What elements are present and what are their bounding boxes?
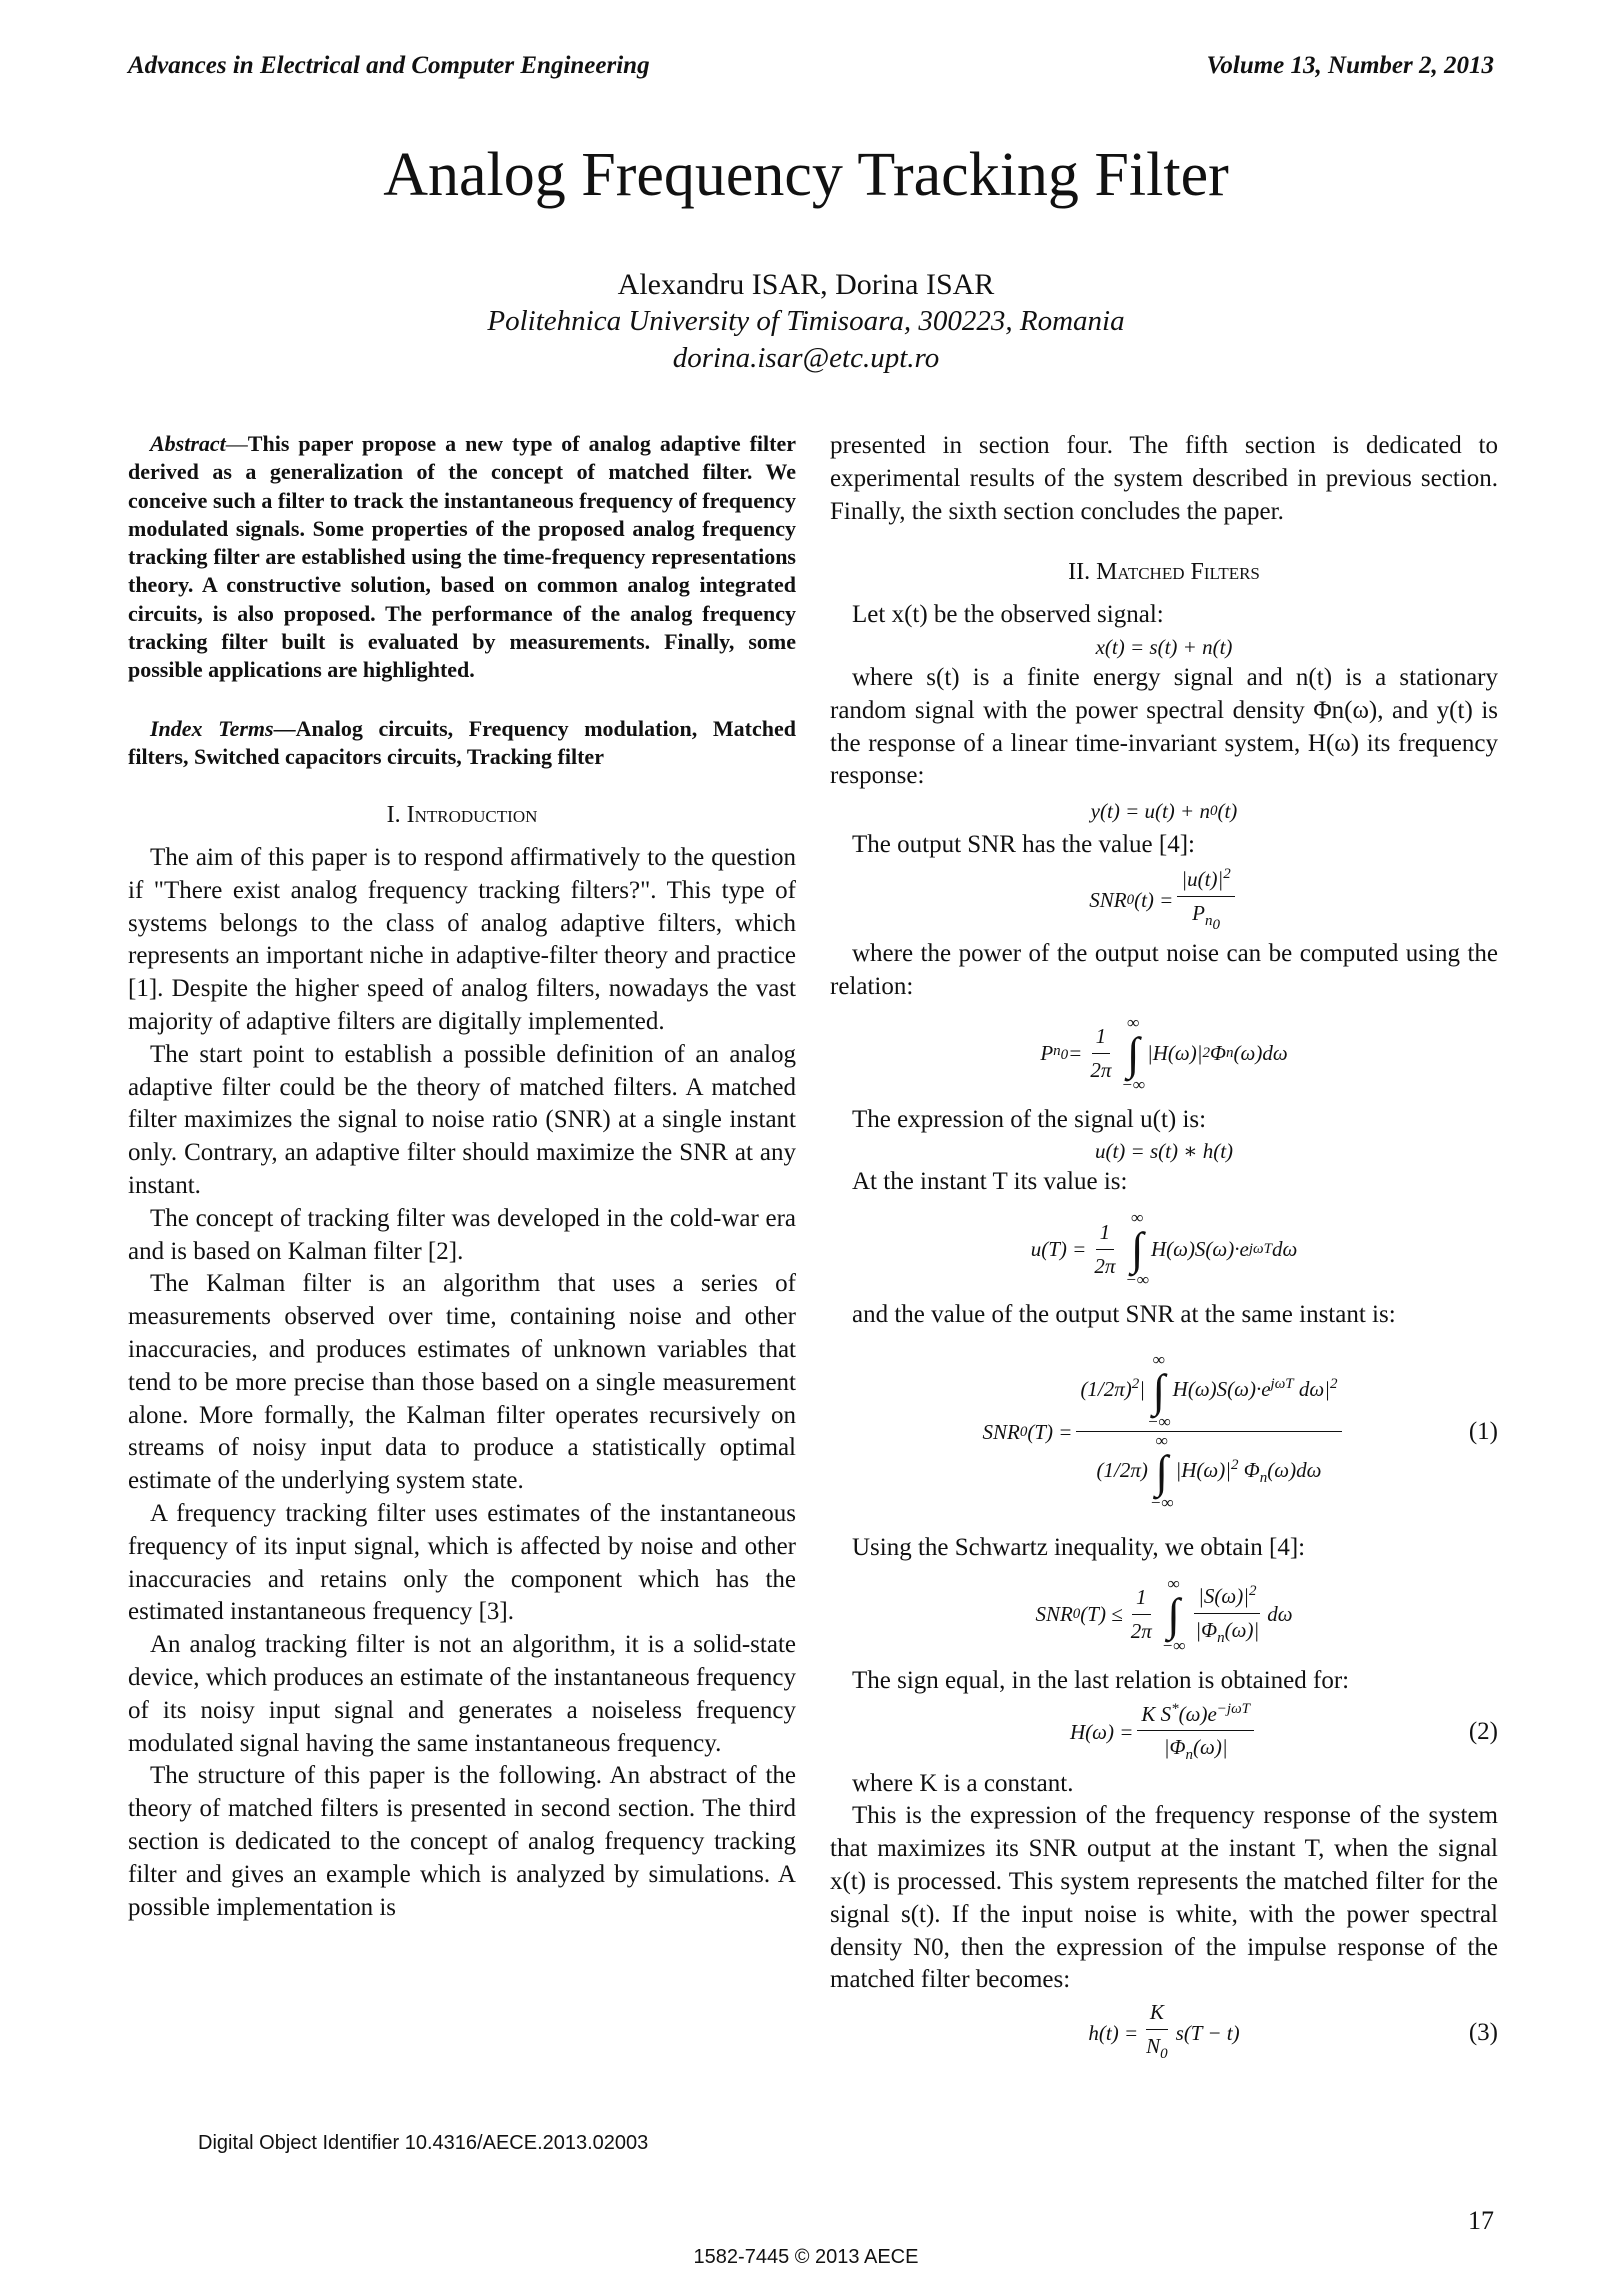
right-column: [830, 430, 1498, 2069]
index-terms-dash: —: [273, 715, 296, 741]
paragraph-constant: where K is a constant.: [852, 1769, 1074, 1797]
abstract-label: Abstract: [150, 431, 226, 456]
doi-footnote[interactable]: Digital Object Identifier 10.4316/AECE.2013.02003: [198, 2132, 649, 2154]
equation-observed-signal: x(t) = s(t) + n(t): [1095, 634, 1233, 659]
index-terms: [128, 715, 796, 772]
paragraph-finite-energy: where s(t) is a finite energy signal and n(t) is a stationary random signal with the power spectral density Φn(ω), and y(t) is the response of a linear time-invariant system, H(ω) its frequency response:: [830, 663, 1498, 790]
paper-title: Analog Frequency Tracking Filter: [383, 141, 1229, 209]
section-number: II.: [1068, 559, 1091, 586]
index-terms-label: Index Terms: [150, 715, 274, 741]
intro-paragraph: An analog tracking filter is not an algorithm, it is a solid-state device, which produces an estimate of the instantaneous frequency of its noisy input signal and generates a noiseless frequency modulated signal having the same instantaneous frequency.: [128, 1631, 796, 1757]
equation-noise-power: P $n_0$ = $\frac{1}{2\pi}$ ∞ ∫ −∞ |H(ω)| 2 Φ n (ω)dω: [1040, 1012, 1288, 1094]
equation-response: y(t) = u(t) + n 0 (t): [1090, 798, 1238, 823]
intro-paragraph: The concept of tracking filter was developed in the cold-war era and is based on Kalman filter [2].: [128, 1204, 796, 1265]
intro-paragraph: The aim of this paper is to respond affirmatively to the question if "There exist analog frequency tracking filters?". This type of systems belongs to the class of analog adaptive filters, which represents an important niche in adaptive-filter theory and practice [1]. Despite the higher speed of analog filters, nowadays the vast majority of adaptive filters are digitally implemented.: [128, 844, 796, 1036]
section-title: Introduction: [406, 802, 538, 829]
equation-schwartz-bound: SNR 0 (T) ≤ $\frac{1}{2\pi}$ ∞ ∫ −∞ $\frac{|S(\omega)|^2}{|\Phi_n(\omega)|}$ dω: [1035, 1573, 1293, 1655]
section-heading-introduction: [128, 799, 796, 832]
left-column: [128, 430, 796, 1924]
equation-snr-at-T: SNR 0 (T) = $(1/2\pi)^2|$ ∞ ∫ −∞ $H(\omega)S(\omega)\cdot e^{j\omega T}$ $d\omega|^2$ (1/2π) ∞ ∫ −∞ $|H(\omega)|^2$ $\Phi_n(\omega)d\omega$ (1): [982, 1350, 1498, 1513]
paragraph-maximizes-snr: This is the expression of the frequency response of the system that maximizes its SNR output at the instant T, when the signal x(t) is processed. This system represents the matched filter for the signal s(t). If the input noise is white, with the power spectral density N0, then the expression of the impulse response of the matched filter becomes:: [830, 1802, 1498, 1994]
paragraph-snr-value: and the value of the output SNR at the same instant is:: [852, 1301, 1396, 1329]
equation-u-at-T: u(T) = $\frac{1}{2\pi}$ ∞ ∫ −∞ H(ω)S(ω)·e jωT dω: [1030, 1208, 1298, 1290]
paragraph-output-snr: The output SNR has the value [4]:: [852, 831, 1195, 859]
equation-convolution: u(t) = s(t) ∗ h(t): [1094, 1138, 1234, 1163]
intro-paragraph: The start point to establish a possible definition of an analog adaptive filter could be the theory of matched filters. A matched filter maximizes the signal to noise ratio (SNR) at a single instant only. Contrary, an adaptive filter should maximize the SNR at any instant.: [128, 1040, 796, 1200]
abstract: [128, 430, 796, 685]
index-terms-text: Analog circuits, Frequency modulation, Matched filters, Switched capacitors circuits, Tracking filter: [128, 715, 796, 769]
section-heading-matched-filters: [830, 556, 1498, 589]
section-number: I.: [386, 802, 401, 829]
section-title: Matched Filters: [1096, 559, 1260, 586]
abstract-text: This paper propose a new type of analog adaptive filter derived as a generalization of the concept of matched filter. We conceive such a filter to track the instantaneous frequency of frequency modulated signals. Some properties of the proposed analog frequency tracking filter are established using the time-frequency representations theory. A constructive solution, based on common analog integrated circuits, is also proposed. The performance of the analog frequency tracking filter built is evaluated by measurements. Finally, some possible applications are highlighted.: [128, 431, 796, 683]
affiliation: Politehnica University of Timisoara, 300223, Romania: [487, 305, 1125, 337]
abstract-dash: —: [225, 431, 248, 456]
intro-paragraph: The Kalman filter is an algorithm that uses a series of measurements observed over time, containing noise and other inaccuracies, and produces estimates of unknown variables that tend to be more precise than those based on a single measurement alone. More formally, the Kalman filter operates recursively on streams of noisy input data to produce a statistically optimal estimate of the underlying system state.: [128, 1270, 796, 1495]
paragraph-schwartz: Using the Schwartz inequality, we obtain [4]:: [852, 1533, 1306, 1561]
paragraph-observed-signal: Let x(t) be the observed signal:: [852, 601, 1164, 629]
intro-paragraph: A frequency tracking filter uses estimates of the instantaneous frequency of its input signal, which is affected by noise and other inaccuracies and retains only the component which has the estimated instantaneous frequency [3].: [128, 1500, 796, 1626]
paragraph-sign-equal: The sign equal, in the last relation is obtained for:: [852, 1666, 1350, 1694]
paragraph-noise-power: where the power of the output noise can be computed using the relation:: [830, 939, 1498, 1000]
equation-snr-definition: SNR 0 (t) = $\frac{|u(t)|^2}{P_{n_0}}$: [830, 862, 1498, 938]
volume-info: Volume 13, Number 2, 2013: [1206, 52, 1494, 79]
intro-paragraph: The structure of this paper is the following. An abstract of the theory of matched filters is presented in second section. The third section is dedicated to the concept of analog frequency tracking filter and gives an example which is analyzed by simulations. A possible implementation is: [128, 1762, 796, 1921]
equation-number: (2): [1468, 1718, 1498, 1746]
paragraph-instant: At the instant T its value is:: [852, 1168, 1128, 1196]
intro-continuation: presented in section four. The fifth section is dedicated to experimental results of the system described in previous section. Finally, the sixth section concludes the paper.: [830, 432, 1498, 525]
page-number: 17: [1468, 2206, 1494, 2235]
paragraph-signal-expression: The expression of the signal u(t) is:: [852, 1105, 1207, 1133]
journal-name: Advances in Electrical and Computer Engineering: [128, 52, 650, 79]
equation-number: (1): [1468, 1417, 1498, 1445]
author-email[interactable]: dorina.isar@etc.upt.ro: [672, 342, 940, 374]
authors: Alexandru ISAR, Dorina ISAR: [617, 268, 995, 301]
equation-matched-response: H(ω) = $\frac{K S^*(\omega)e^{-j\omega T}}{|\Phi_n(\omega)|}$ (2): [830, 1698, 1498, 1768]
equation-number: (3): [1468, 2018, 1498, 2046]
copyright: 1582-7445 © 2013 AECE: [693, 2246, 919, 2268]
equation-impulse-response: h(t) = $\frac{K}{N_0}$ s(T − t) (3): [830, 1997, 1498, 2069]
